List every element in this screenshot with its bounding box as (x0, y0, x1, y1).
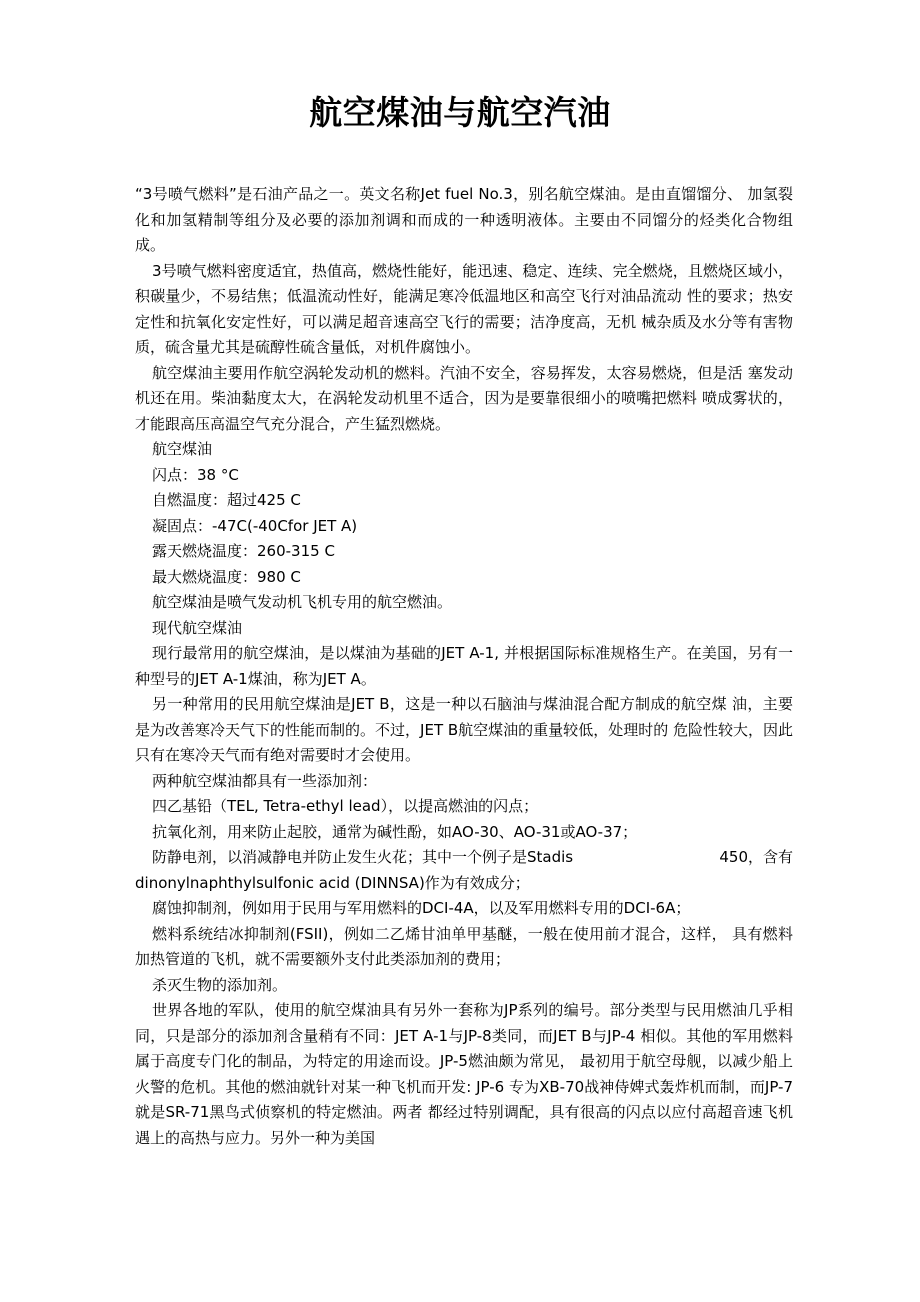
prop-flash-point: 闪点：38 °C (152, 465, 239, 484)
prop-autoignition: 自燃温度：超过425 C (152, 491, 301, 509)
document-body (135, 182, 793, 1151)
additive-fsii: 燃料系统结冰抑制剂(FSII)，例如二乙烯甘油单甲基醚，一般在使用前才混合，这样， 具有燃料加热管道的飞机，就不需要额外支付此类添加剂的费用； (135, 924, 793, 968)
special-line: 航空煤油是喷气发动机飞机专用的航空燃油。 (152, 593, 453, 611)
modern-heading: 现代航空煤油 (152, 618, 243, 637)
antistatic-right: 450，含有 (719, 848, 793, 866)
additive-tel: 四乙基铅（TEL, Tetra-ethyl lead），以提高燃油的闪点； (152, 797, 539, 815)
prop-freezing-point: 凝固点：-47C(-40Cfor JET A) (152, 516, 358, 535)
military-paragraph: 世界各地的军队，使用的航空煤油具有另外一套称为JP系列的编号。部分类型与民用燃油几乎相同，只是部分的添加剂含量稍有不同：JET A-1与JP-8类同，而JET B与JP-4 相似。其他的军用燃料属于高度专门化的制品，为特定的用途而设。JP-5燃油颇为常见， 最初用于航空母舰，以减少船上火警的危机。其他的燃油就针对某一种飞机而开发: JP-6 专为XB-70战神侍婢式轰炸机而制，而JP-7就是SR-71黑鸟式侦察机的特定燃油。两者 都经过特别调配，具有很高的闪点以应付高超音速飞机遇上的高热与应力。另外一种为美国 (135, 1001, 793, 1147)
modern-paragraph-1: 现行最常用的航空煤油，是以煤油为基础的JET A-1, 并根据国际标准规格生产。在美国，另有一种型号的JET A-1煤油，称为JET A。 (135, 644, 793, 688)
additive-antioxidant: 抗氧化剂，用来防止起胶，通常为碱性酚，如AO-30、AO-31或AO-37； (152, 822, 638, 841)
additives-intro: 两种航空煤油都具有一些添加剂： (152, 771, 378, 790)
properties-paragraph: 3号喷气燃料密度适宜，热值高，燃烧性能好，能迅速、稳定、连续、完全燃烧，且燃烧区域小，积碳量少，不易结焦；低温流动性好，能满足寒冷低温地区和高空飞行对油品流动 性的要求；热安定性和抗氧化安定性好，可以满足超音速高空飞行的需要；洁净度高，无机 械杂质及水分等有害物质，硫含量尤其是硫醇性硫含量低，对机件腐蚀小。 (135, 261, 793, 356)
modern-paragraph-2: 另一种常用的民用航空煤油是JET B，这是一种以石脑油与煤油混合配方制成的航空煤 油，主要是为改善寒冷天气下的性能而制的。不过，JET B航空煤油的重量较低，处理时的 危险性较大，因此只有在寒冷天气而有绝对需要时才会使用。 (135, 695, 793, 764)
prop-open-burn-temp: 露天燃烧温度：260-315 C (152, 542, 335, 560)
intro-paragraph: “3号喷气燃料”是石油产品之一。英文名称Jet fuel No.3，别名航空煤油。是由直馏馏分、 加氢裂化和加氢精制等组分及必要的添加剂调和而成的一种透明液体。主要由不同馏分的烃类化合物组成。 (135, 185, 793, 254)
additive-biocide: 杀灭生物的添加剂。 (152, 975, 288, 994)
usage-paragraph: 航空煤油主要用作航空涡轮发动机的燃料。汽油不安全，容易挥发，太容易燃烧，但是活 塞发动机还在用。柴油黏度太大，在涡轮发动机里不适合，因为是要靠很细小的喷嘴把燃料 喷成雾状的，才能跟高压高温空气充分混合，产生猛烈燃烧。 (135, 363, 793, 433)
prop-max-burn-temp: 最大燃烧温度：980 C (152, 567, 301, 586)
document-title: 航空煤油与航空汽油 (309, 93, 611, 132)
antistatic-continuation: dinonylnaphthylsulfonic acid (DINNSA)作为有效成分； (135, 873, 530, 892)
props-heading: 航空煤油 (152, 440, 213, 458)
additive-corrosion-inhibitor: 腐蚀抑制剂，例如用于民用与军用燃料的DCI-4A，以及军用燃料专用的DCI-6A； (152, 899, 691, 917)
antistatic-left: 防静电剂，以消减静电并防止发生火花；其中一个例子是Stadis (152, 848, 574, 866)
additive-antistatic-line (135, 845, 793, 871)
